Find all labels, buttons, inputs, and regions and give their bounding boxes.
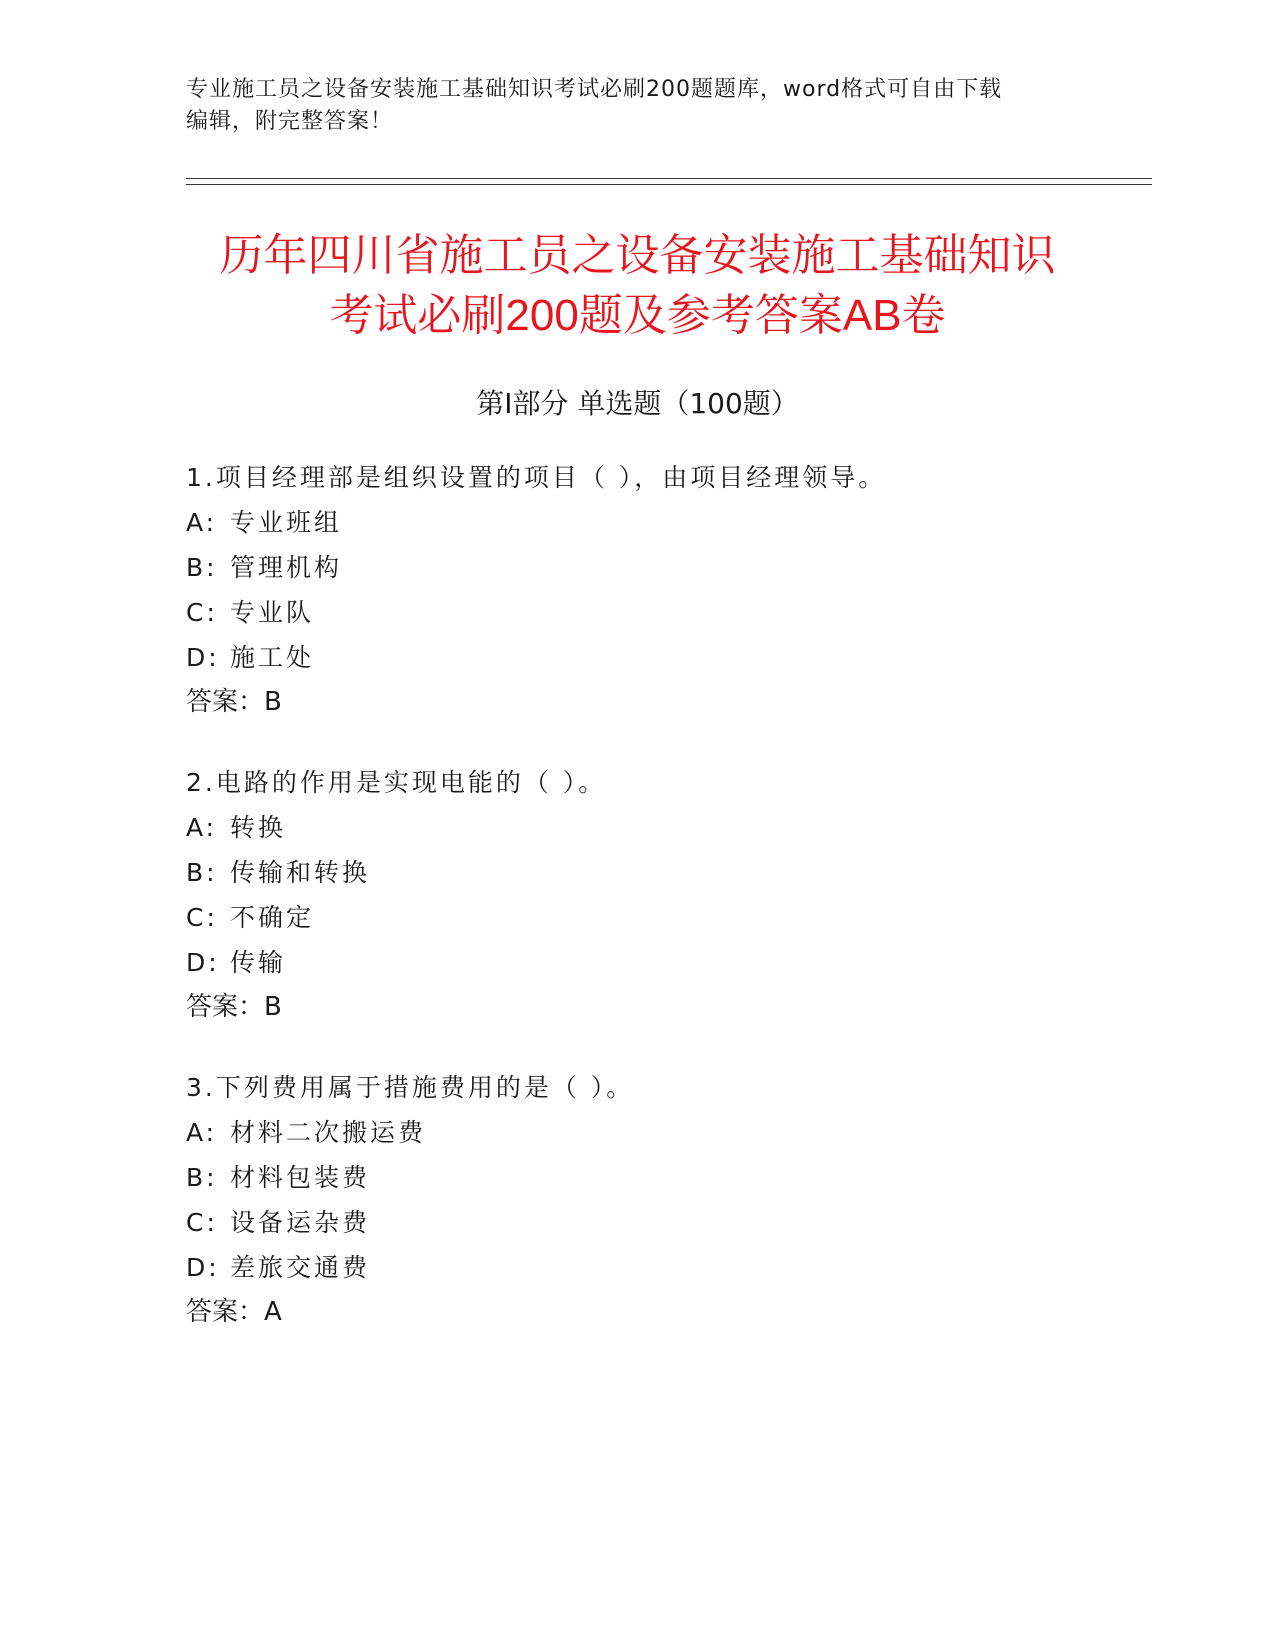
option-text: 差旅交通费 [230, 1253, 371, 1282]
option-letter: D: [186, 948, 220, 977]
option-a [186, 805, 1186, 850]
question-stem: 1.项目经理部是组织设置的项目（ ），由项目经理领导。 [186, 463, 887, 492]
option-a [186, 1110, 1186, 1155]
header-divider-bottom [186, 184, 1152, 185]
option-letter: D: [186, 1253, 220, 1282]
option-text: 材料二次搬运费 [230, 1118, 427, 1147]
option-d [186, 1245, 1186, 1290]
header-note [186, 74, 1066, 138]
section-heading: 第Ⅰ部分 单选题（100题） [476, 387, 799, 420]
question-2 [186, 760, 1186, 1030]
option-b [186, 545, 1186, 590]
option-letter: B: [186, 858, 218, 887]
option-text: 专业班组 [230, 508, 343, 537]
question-stem: 3.下列费用属于措施费用的是（ ）。 [186, 1073, 635, 1102]
question-3 [186, 1065, 1186, 1335]
option-letter: C: [186, 1208, 218, 1237]
option-letter: A: [186, 1118, 218, 1147]
option-text: 专业队 [230, 598, 315, 627]
title-line-1: 历年四川省施工员之设备安装施工基础知识 [219, 231, 1056, 280]
answer-line: 答案：A [186, 1297, 282, 1327]
option-d [186, 940, 1186, 985]
option-text: 不确定 [230, 903, 315, 932]
option-letter: A: [186, 813, 218, 842]
option-b [186, 1155, 1186, 1200]
header-note-line-1: 专业施工员之设备安装施工基础知识考试必刷200题题库，word格式可自由下载 [186, 77, 1003, 102]
option-text: 设备运杂费 [230, 1208, 371, 1237]
option-text: 传输和转换 [230, 858, 371, 887]
question-stem: 2.电路的作用是实现电能的（ ）。 [186, 768, 607, 797]
option-letter: A: [186, 508, 218, 537]
option-letter: B: [186, 553, 218, 582]
question-1 [186, 455, 1186, 725]
title-line-2: 考试必刷200题及参考答案AB卷 [329, 291, 946, 340]
option-c [186, 590, 1186, 635]
document-title [100, 226, 1175, 346]
option-letter: B: [186, 1163, 218, 1192]
option-b [186, 850, 1186, 895]
header-divider-top [186, 178, 1152, 179]
option-c [186, 895, 1186, 940]
option-c [186, 1200, 1186, 1245]
option-text: 管理机构 [230, 553, 343, 582]
option-text: 施工处 [230, 643, 315, 672]
option-letter: D: [186, 643, 220, 672]
answer-line: 答案：B [186, 687, 282, 717]
option-d [186, 635, 1186, 680]
header-note-line-2: 编辑，附完整答案！ [186, 109, 394, 134]
option-letter: C: [186, 903, 218, 932]
option-a [186, 500, 1186, 545]
option-text: 转换 [230, 813, 287, 842]
answer-line: 答案：B [186, 992, 282, 1022]
option-text: 材料包装费 [230, 1163, 371, 1192]
option-text: 传输 [230, 948, 287, 977]
option-letter: C: [186, 598, 218, 627]
